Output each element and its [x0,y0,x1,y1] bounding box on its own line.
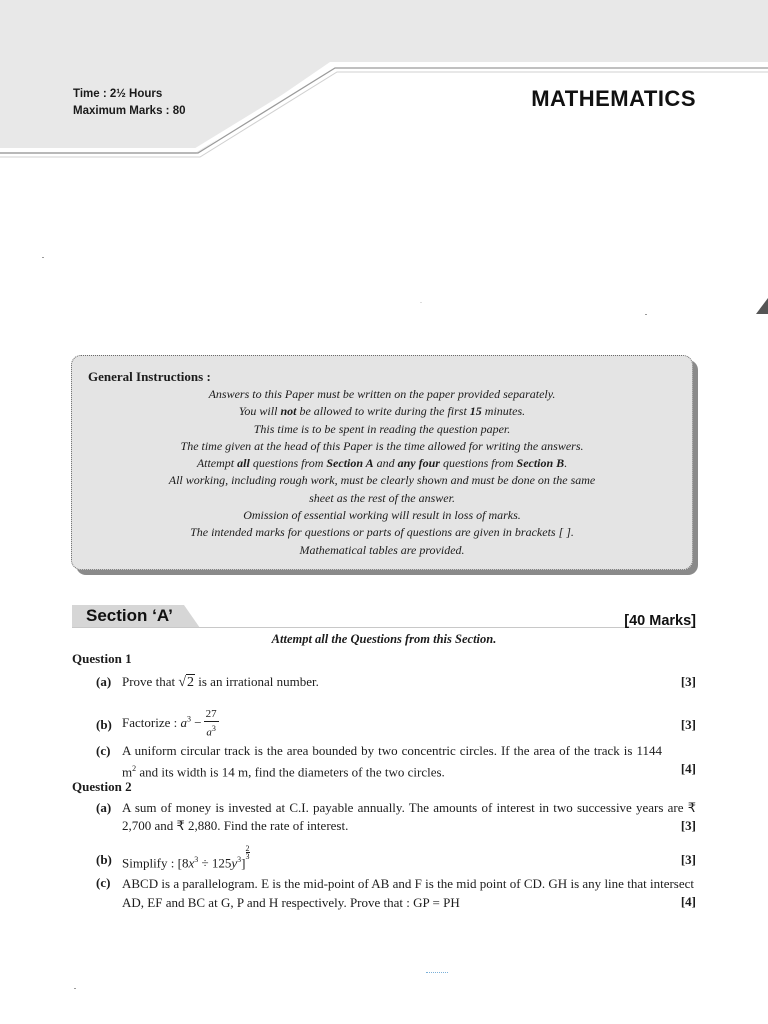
part-marks: [3] [680,717,696,732]
part-label: (c) [96,743,111,758]
part-marks: [4] [680,760,696,776]
sqrt-symbol: √2 [178,675,195,690]
part-text: A sum of money is invested at C.I. payable annually. The amounts of interest in two successive years are ₹ 2,700 and ₹ 2,880. Find the rate of interest. [122,800,696,833]
part-label: (c) [96,875,111,890]
stray-mark [74,988,76,989]
instructions-title: General Instructions : [88,369,211,384]
question-heading: Question 2 [72,779,132,794]
subject-title: MATHEMATICS [531,86,696,111]
stray-mark [42,257,44,258]
section-title: Section ‘A’ [86,606,173,625]
part-text: A uniform circular track is the area bounded by two concentric circles. If the area of the track is 1144 $m^2$ and its width is 14 m, find the diameters of the two circles. [122,743,662,779]
part-marks: [3] [680,674,696,689]
part-marks: [3] [680,817,696,833]
exam-time: Time : 2½ Hours [73,88,163,100]
edge-triangle [756,298,768,314]
question-part [96,799,696,834]
stray-mark [426,972,448,975]
power-fraction: $\frac{2}{3}$ [245,844,250,861]
question-part [96,742,696,780]
instruction-line: This time is to be spent in reading the question paper. [253,421,511,436]
exam-meta [73,86,186,120]
instruction-line: Mathematical tables are provided. [299,542,465,557]
instruction-line: Omission of essential working will result in loss of marks. [243,508,521,523]
header-band [0,0,768,170]
part-label: (b) [96,852,112,867]
question-part [96,673,696,692]
instructions-box [71,355,693,570]
part-marks: [4] [680,894,696,909]
instruction-line: The time given at the head of this Paper is the time allowed for writing the answers. [180,438,584,453]
exam-max-marks: Maximum Marks : 80 [73,105,186,117]
section-subtitle: Attempt all the Questions from this Section. [271,632,497,646]
part-label: (b) [96,717,112,732]
instruction-line: Answers to this Paper must be written on the paper provided separately. [208,387,556,401]
stray-mark [645,314,647,315]
instruction-line: All working, including rough work, must be clearly shown and must be done on the same [168,473,596,488]
section-rule [72,627,696,628]
stray-mark [420,302,422,303]
instruction-line: The intended marks for questions or parts of questions are given in brackets [ ]. [190,525,574,540]
part-text: ABCD is a parallelogram. E is the mid-point of AB and F is the mid point of CD. GH is any line that intersect AD, EF and BC at G, P and H respectively. Prove that : GP = PH [122,876,694,910]
question-part [96,844,696,872]
instruction-line: Attempt all questions from Section A and any four questions from Section B. [196,456,568,471]
part-text: Factorize : $a^3$ − $\frac{27}{a^3}$ [122,708,217,739]
question-part [96,874,696,912]
question-heading: Question 1 [72,651,132,666]
part-text: Prove that √2 is an irrational number. [122,674,319,690]
section-marks: [40 Marks] [624,613,696,629]
part-label: (a) [96,674,112,689]
fraction: $\frac{27}{a^3}$ [205,708,217,739]
instruction-line: sheet as the rest of the answer. [309,490,455,505]
instruction-line: You will not be allowed to write during the first 15 minutes. [238,404,526,419]
part-text: Simplify : $[8x^3 \div 125y^3]$ $\frac{2}{3}$ [122,844,250,871]
part-marks: [3] [680,852,696,867]
question-part [96,708,696,740]
part-label: (a) [96,800,112,815]
